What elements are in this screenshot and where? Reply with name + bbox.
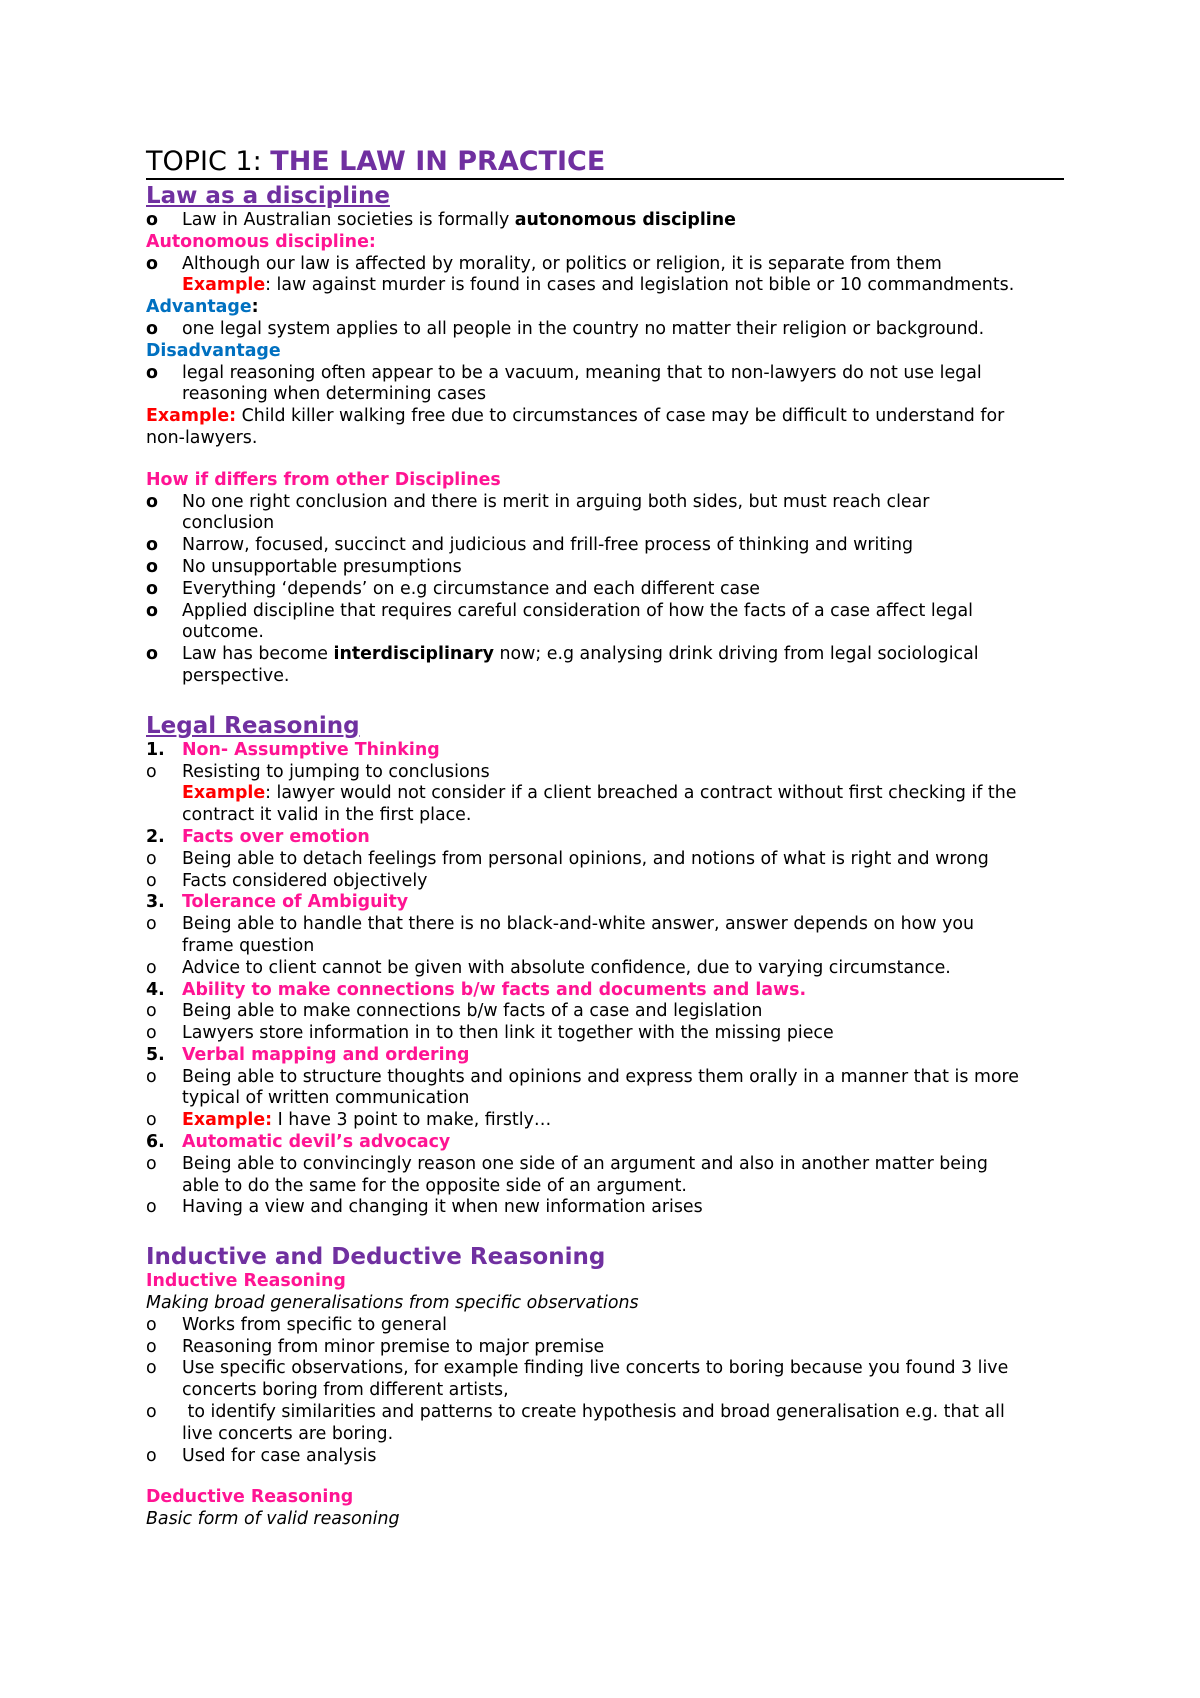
text: conclusion — [182, 513, 275, 534]
bullet-icon: o — [146, 1445, 157, 1466]
number: 1. — [146, 739, 165, 760]
text: Being able to structure thoughts and opinions and express them orally in a manner that is more — [182, 1066, 1019, 1087]
numbered-label: Facts over emotion — [182, 826, 370, 847]
deductive-description: Basic form of valid reasoning — [146, 1509, 400, 1530]
section-heading-inductive-deductive: Inductive and Deductive Reasoning — [146, 1244, 606, 1271]
numbered-label: Tolerance of Ambiguity — [182, 892, 409, 913]
subheading-disadvantage: Disadvantage — [146, 340, 281, 361]
number: 3. — [146, 892, 165, 913]
text: Law has become — [182, 644, 334, 665]
list-item — [146, 1023, 1064, 1045]
text: Narrow, focused, succinct and judicious and frill-free process of thinking and writing — [182, 535, 914, 556]
text: I have 3 point to make, firstly… — [272, 1110, 552, 1131]
list-item — [146, 1315, 1064, 1337]
bullet-icon: o — [146, 644, 158, 665]
example-label: Example: — [182, 1110, 273, 1131]
text: non-lawyers. — [146, 427, 258, 448]
section-heading-law-discipline: Law as a discipline — [146, 183, 390, 209]
bullet-icon: o — [146, 1358, 157, 1379]
list-item — [146, 1197, 1064, 1219]
text: Although our law is affected by morality, or politics or religion, it is separate from them — [182, 253, 942, 274]
number: 4. — [146, 979, 165, 1000]
text: perspective. — [182, 665, 290, 686]
list-item — [146, 958, 1064, 980]
text: : — [251, 297, 259, 318]
number: 2. — [146, 826, 165, 847]
list-item — [146, 319, 1064, 341]
text: live concerts are boring. — [182, 1423, 394, 1444]
bullet-icon: o — [146, 210, 158, 230]
list-item — [146, 1067, 1064, 1111]
text: reasoning when determining cases — [182, 384, 487, 405]
text: to identify similarities and patterns to create hypothesis and broad generalisation e.g. that all — [182, 1402, 1005, 1423]
text: frame question — [182, 935, 315, 956]
bullet-icon: o — [146, 761, 157, 782]
text: contract it valid in the first place. — [182, 805, 472, 826]
text: : lawyer would not consider if a client breached a contract without first checking if the — [265, 783, 1017, 804]
list-item — [146, 492, 1064, 536]
inductive-description: Making broad generalisations from specific observations — [146, 1293, 639, 1314]
text: Works from specific to general — [182, 1314, 447, 1335]
advantage-label: Advantage — [146, 297, 252, 318]
bullet-icon: o — [146, 556, 158, 577]
bullet-icon: o — [146, 870, 157, 891]
numbered-heading — [146, 1132, 1064, 1154]
text: Facts considered objectively — [182, 870, 428, 891]
list-item — [146, 557, 1064, 579]
text: Advice to client cannot be given with absolute confidence, due to varying circumstance. — [182, 957, 951, 978]
subheading-differs: How if differs from other Disciplines — [146, 469, 501, 490]
list-item — [146, 535, 1064, 557]
text: Applied discipline that requires careful consideration of how the facts of a case affect legal — [182, 600, 973, 621]
numbered-heading — [146, 980, 1064, 1002]
bullet-icon: o — [146, 535, 158, 556]
bullet-icon: o — [146, 253, 158, 274]
list-item — [146, 1446, 1064, 1468]
text: Being able to make connections b/w facts of a case and legislation — [182, 1001, 763, 1022]
text: Lawyers store information in to then link it together with the missing piece — [182, 1023, 834, 1044]
bullet-icon: o — [146, 578, 158, 599]
bullet-icon: o — [146, 1110, 157, 1131]
inductive-list — [146, 1315, 1064, 1468]
bullet-icon: o — [146, 1336, 157, 1357]
numbered-heading — [146, 1045, 1064, 1067]
numbered-label: Non- Assumptive Thinking — [182, 739, 440, 760]
bold-text: interdisciplinary — [333, 644, 494, 665]
bullet-icon: o — [146, 1066, 157, 1087]
document-page — [146, 146, 1064, 1531]
text: : law against murder is found in cases and legislation not bible or 10 commandments. — [265, 275, 1015, 296]
bullet-icon: o — [146, 1402, 157, 1423]
list-item — [146, 914, 1064, 958]
bullet-icon: o — [146, 1197, 157, 1218]
example-label: Example — [182, 275, 266, 296]
bullet-icon: o — [146, 1314, 157, 1335]
bullet-icon: o — [146, 914, 157, 935]
example-label: Example: — [146, 406, 237, 427]
list-item — [146, 849, 1064, 871]
list-item — [146, 363, 1064, 407]
text: Use specific observations, for example finding live concerts to boring because you found 3 live — [182, 1358, 1009, 1379]
differs-list — [146, 492, 1064, 645]
numbered-label: Automatic devil’s advocacy — [182, 1132, 451, 1153]
text: Everything ‘depends’ on e.g circumstance and each different case — [182, 578, 760, 599]
bullet-icon: o — [146, 1023, 157, 1044]
text: able to do the same for the opposite side of an argument. — [182, 1175, 687, 1196]
list-item — [146, 644, 1064, 688]
list-item — [146, 210, 1064, 232]
section-heading-legal-reasoning: Legal Reasoning — [146, 712, 360, 739]
bullet-icon: o — [146, 957, 157, 978]
list-item — [146, 254, 1064, 276]
numbered-heading — [146, 740, 1064, 762]
spacer — [146, 1467, 1064, 1487]
list-item — [146, 762, 1064, 784]
number: 6. — [146, 1132, 165, 1153]
subheading-advantage — [146, 297, 1064, 319]
text: outcome. — [182, 622, 264, 643]
subheading-deductive: Deductive Reasoning — [146, 1487, 354, 1508]
list-item — [146, 871, 1064, 893]
title-prefix: TOPIC 1: — [146, 146, 271, 177]
bullet-icon: o — [146, 491, 158, 512]
list-item — [146, 1358, 1064, 1402]
bullet-icon: o — [146, 1153, 157, 1174]
example-line — [146, 406, 1064, 428]
list-item — [146, 601, 1064, 645]
example-label: Example — [182, 783, 266, 804]
text: No one right conclusion and there is merit in arguing both sides, but must reach clear — [182, 491, 930, 512]
list-item — [146, 1001, 1064, 1023]
list-item — [146, 1154, 1064, 1198]
subheading-autonomous: Autonomous discipline: — [146, 231, 376, 252]
bullet-icon: o — [146, 848, 157, 869]
text: Resisting to jumping to conclusions — [182, 761, 490, 782]
list-item — [146, 1337, 1064, 1359]
title-accent: THE LAW IN PRACTICE — [270, 146, 606, 177]
page-title — [146, 146, 1064, 180]
spacer — [146, 688, 1064, 712]
bullet-icon: o — [146, 600, 158, 621]
bullet-icon: o — [146, 1001, 157, 1022]
text: Being able to detach feelings from personal opinions, and notions of what is right and wrong — [182, 848, 989, 869]
numbered-label: Ability to make connections b/w facts and documents and laws. — [182, 979, 807, 1000]
text: legal reasoning often appear to be a vacuum, meaning that to non-lawyers do not use legal — [182, 362, 982, 383]
numbered-label: Verbal mapping and ordering — [182, 1044, 470, 1065]
text: concerts boring from different artists, — [182, 1380, 509, 1401]
spacer — [146, 450, 1064, 470]
text: Having a view and changing it when new information arises — [182, 1197, 703, 1218]
number: 5. — [146, 1044, 165, 1065]
text: Used for case analysis — [182, 1445, 377, 1466]
list-item — [146, 579, 1064, 601]
subheading-inductive: Inductive Reasoning — [146, 1271, 346, 1292]
text: Child killer walking free due to circumstances of case may be difficult to understand for — [236, 406, 1005, 427]
bullet-icon: o — [146, 362, 158, 383]
text: Law in Australian societies is formally — [182, 210, 515, 230]
bullet-icon: o — [146, 318, 158, 339]
numbered-heading — [146, 827, 1064, 849]
list-item — [146, 1402, 1064, 1446]
list-item — [146, 1110, 1064, 1132]
text: one legal system applies to all people in the country no matter their religion or background. — [182, 318, 985, 339]
text: now; e.g analysing drink driving from legal sociological — [493, 644, 979, 665]
example-line — [146, 275, 1064, 297]
text: No unsupportable presumptions — [182, 556, 462, 577]
text: Reasoning from minor premise to major premise — [182, 1336, 605, 1357]
example-line — [146, 783, 1064, 805]
bold-text: autonomous discipline — [514, 210, 736, 230]
text: typical of written communication — [182, 1088, 470, 1109]
text: Being able to convincingly reason one side of an argument and also in another matter being — [182, 1153, 988, 1174]
text: Being able to handle that there is no black-and-white answer, answer depends on how you — [182, 914, 975, 935]
numbered-heading — [146, 892, 1064, 914]
spacer — [146, 1219, 1064, 1243]
